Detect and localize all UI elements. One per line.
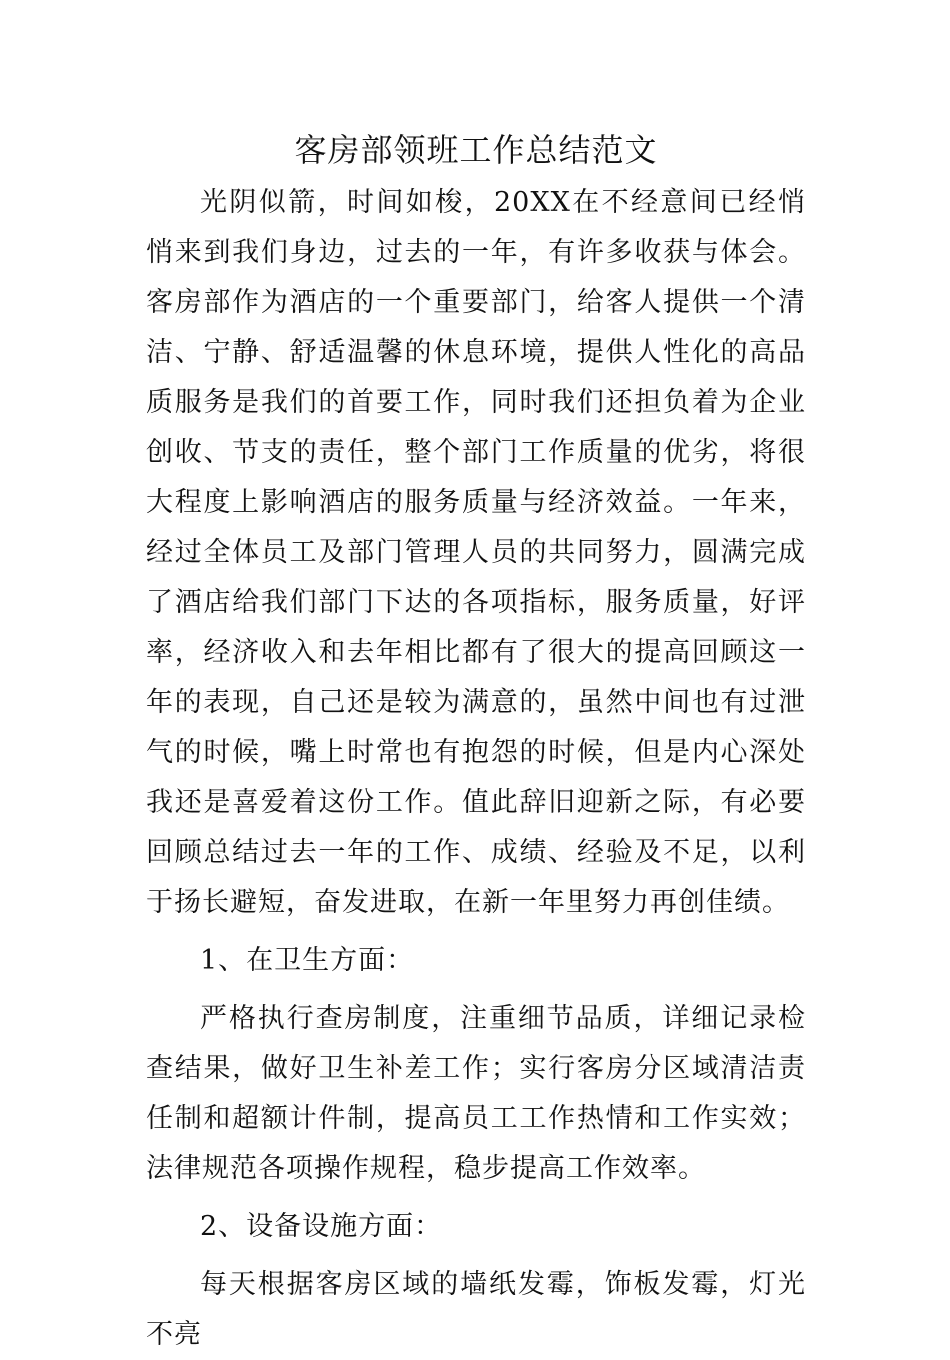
section-body-hygiene: 严格执行查房制度，注重细节品质，详细记录检查结果，做好卫生补差工作；实行客房分区域清洁责任制和超额计件制，提高员工工作热情和工作实效；法律规范各项操作规程，稳步提高工作效率。: [146, 1003, 806, 1184]
section-heading-facilities: 2、设备设施方面：: [200, 1211, 443, 1242]
intro-paragraph: 光阴似箭，时间如梭，20XX在不经意间已经悄悄来到我们身边，过去的一年，有许多收获与体会。客房部作为酒店的一个重要部门，给客人提供一个清洁、宁静、舒适温馨的休息环境，提供人性化的高品质服务是我们的首要工作，同时我们还担负着为企业创收、节支的责任，整个部门工作质量的优劣，将很大程度上影响酒店的服务质量与经济效益。一年来，经过全体员工及部门管理人员的共同努力，圆满完成了酒店给我们部门下达的各项指标，服务质量，好评率，经济收入和去年相比都有了很大的提高回顾这一年的表现，自己还是较为满意的，虽然中间也有过泄气的时候，嘴上时常也有抱怨的时候，但是内心深处我还是喜爱着这份工作。值此辞旧迎新之际，有必要回顾总结过去一年的工作、成绩、经验及不足，以利于扬长避短，奋发进取，在新一年里努力再创佳绩。: [146, 187, 806, 918]
document-title: 客房部领班工作总结范文: [294, 131, 658, 169]
section-heading-hygiene: 1、在卫生方面：: [200, 945, 415, 976]
section-body-facilities: 每天根据客房区域的墙纸发霉，饰板发霉，灯光不亮: [146, 1269, 806, 1350]
document-page: [146, 128, 806, 1360]
